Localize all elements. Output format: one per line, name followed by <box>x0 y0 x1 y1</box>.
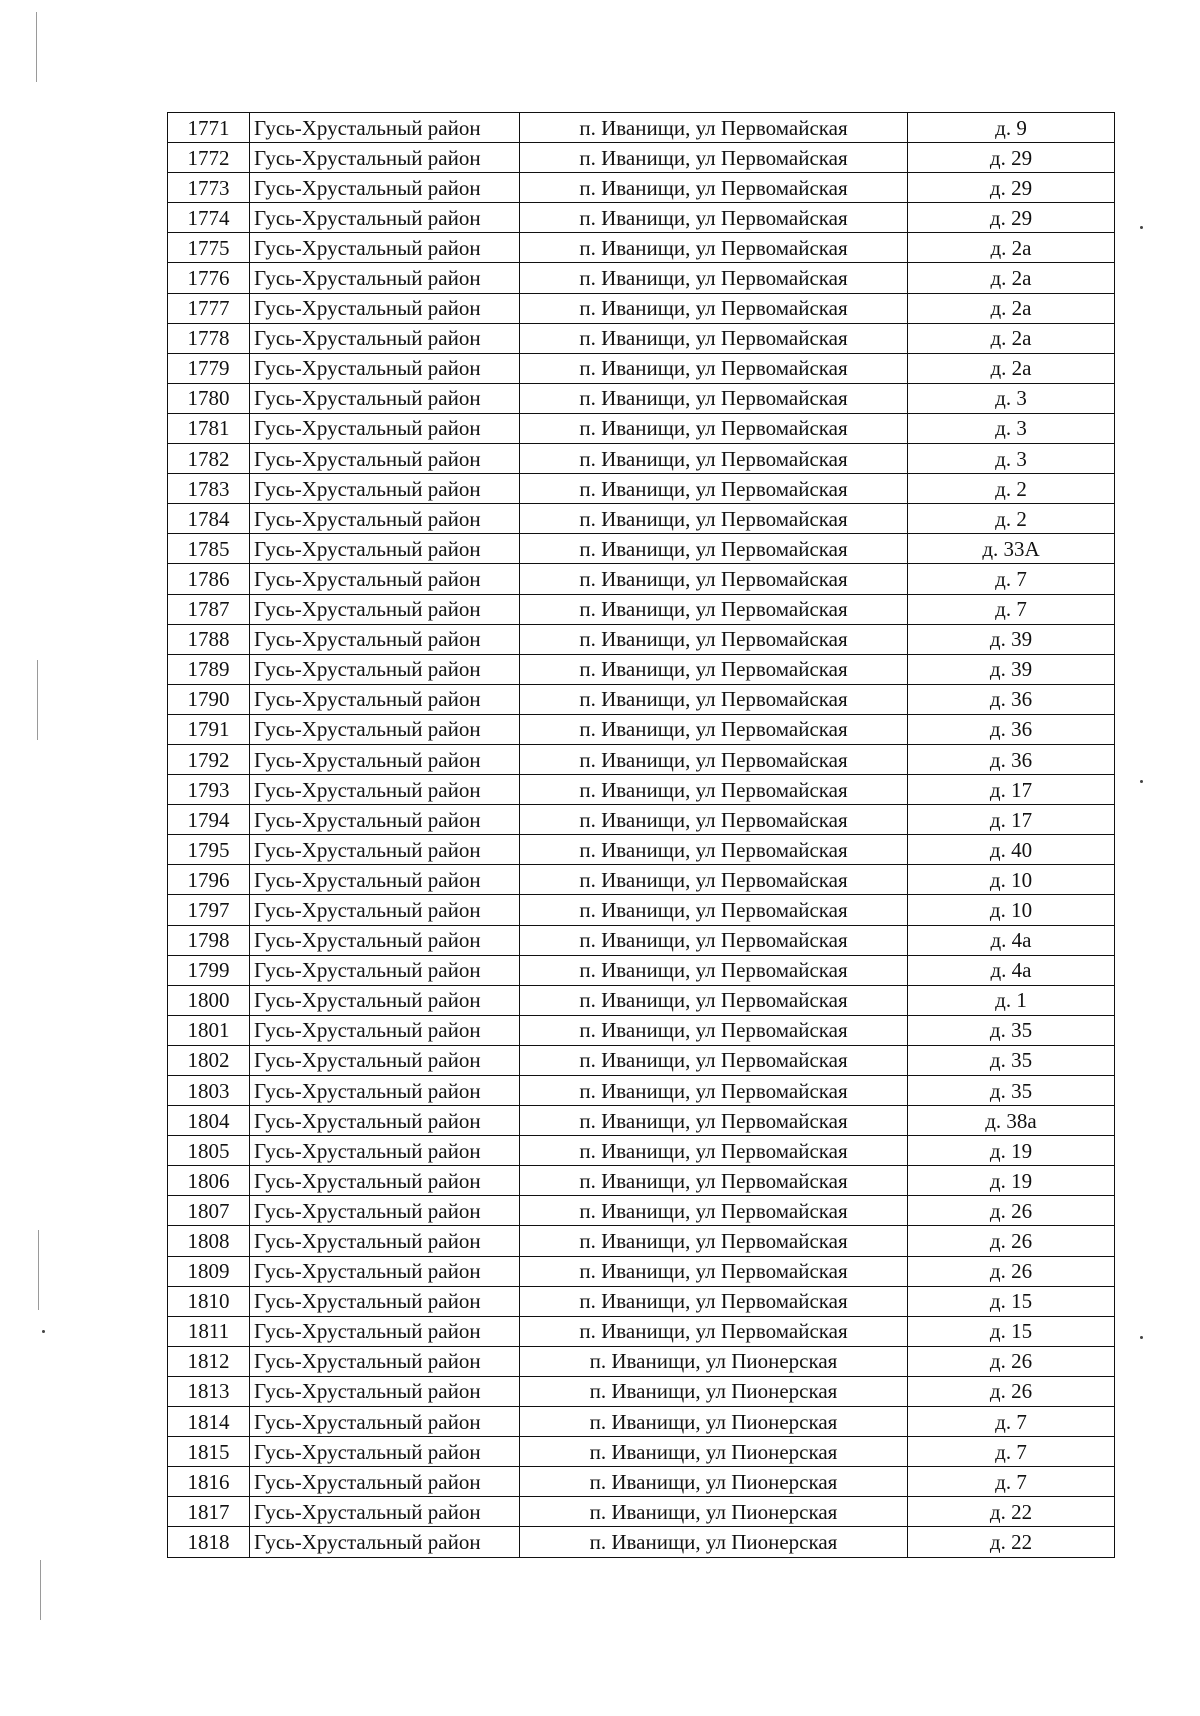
house-number-cell: д. 1 <box>908 985 1115 1015</box>
row-number-cell: 1808 <box>168 1226 250 1256</box>
district-cell: Гусь-Хрустальный район <box>250 383 520 413</box>
address-cell: п. Иванищи, ул Первомайская <box>520 1166 908 1196</box>
table-row <box>168 805 1115 835</box>
house-number-cell: д. 7 <box>908 1467 1115 1497</box>
district-cell: Гусь-Хрустальный район <box>250 714 520 744</box>
row-number-cell: 1800 <box>168 985 250 1015</box>
address-cell: п. Иванищи, ул Первомайская <box>520 1286 908 1316</box>
address-cell: п. Иванищи, ул Первомайская <box>520 1076 908 1106</box>
row-number-cell: 1802 <box>168 1045 250 1075</box>
table-row <box>168 835 1115 865</box>
address-cell: п. Иванищи, ул Первомайская <box>520 383 908 413</box>
district-cell: Гусь-Хрустальный район <box>250 1346 520 1376</box>
scan-artifact-dot <box>1140 226 1143 229</box>
district-cell: Гусь-Хрустальный район <box>250 985 520 1015</box>
address-cell: п. Иванищи, ул Первомайская <box>520 143 908 173</box>
house-number-cell: д. 29 <box>908 173 1115 203</box>
address-cell: п. Иванищи, ул Пионерская <box>520 1346 908 1376</box>
row-number-cell: 1783 <box>168 474 250 504</box>
district-cell: Гусь-Хрустальный район <box>250 895 520 925</box>
district-cell: Гусь-Хрустальный район <box>250 1286 520 1316</box>
row-number-cell: 1780 <box>168 383 250 413</box>
scan-artifact-line <box>36 12 37 82</box>
house-number-cell: д. 26 <box>908 1346 1115 1376</box>
district-cell: Гусь-Хрустальный район <box>250 233 520 263</box>
row-number-cell: 1774 <box>168 203 250 233</box>
row-number-cell: 1811 <box>168 1316 250 1346</box>
district-cell: Гусь-Хрустальный район <box>250 835 520 865</box>
district-cell: Гусь-Хрустальный район <box>250 624 520 654</box>
address-cell: п. Иванищи, ул Пионерская <box>520 1407 908 1437</box>
address-cell: п. Иванищи, ул Первомайская <box>520 1256 908 1286</box>
address-cell: п. Иванищи, ул Пионерская <box>520 1497 908 1527</box>
table-row <box>168 744 1115 774</box>
address-cell: п. Иванищи, ул Первомайская <box>520 504 908 534</box>
address-cell: п. Иванищи, ул Первомайская <box>520 474 908 504</box>
row-number-cell: 1784 <box>168 504 250 534</box>
house-number-cell: д. 19 <box>908 1136 1115 1166</box>
table-row <box>168 865 1115 895</box>
district-cell: Гусь-Хрустальный район <box>250 1527 520 1557</box>
house-number-cell: д. 29 <box>908 143 1115 173</box>
row-number-cell: 1775 <box>168 233 250 263</box>
row-number-cell: 1787 <box>168 594 250 624</box>
house-number-cell: д. 35 <box>908 1015 1115 1045</box>
house-number-cell: д. 35 <box>908 1076 1115 1106</box>
district-cell: Гусь-Хрустальный район <box>250 444 520 474</box>
address-cell: п. Иванищи, ул Первомайская <box>520 895 908 925</box>
house-number-cell: д. 2 <box>908 504 1115 534</box>
district-cell: Гусь-Хрустальный район <box>250 1106 520 1136</box>
row-number-cell: 1785 <box>168 534 250 564</box>
address-cell: п. Иванищи, ул Первомайская <box>520 1045 908 1075</box>
house-number-cell: д. 19 <box>908 1166 1115 1196</box>
row-number-cell: 1771 <box>168 113 250 143</box>
address-cell: п. Иванищи, ул Первомайская <box>520 1136 908 1166</box>
house-number-cell: д. 3 <box>908 383 1115 413</box>
house-number-cell: д. 7 <box>908 1407 1115 1437</box>
table-row <box>168 684 1115 714</box>
district-cell: Гусь-Хрустальный район <box>250 534 520 564</box>
address-cell: п. Иванищи, ул Первомайская <box>520 1226 908 1256</box>
district-cell: Гусь-Хрустальный район <box>250 955 520 985</box>
house-number-cell: д. 39 <box>908 654 1115 684</box>
table-row <box>168 173 1115 203</box>
district-cell: Гусь-Хрустальный район <box>250 1015 520 1045</box>
district-cell: Гусь-Хрустальный район <box>250 413 520 443</box>
row-number-cell: 1817 <box>168 1497 250 1527</box>
table-row <box>168 925 1115 955</box>
house-number-cell: д. 2 <box>908 474 1115 504</box>
district-cell: Гусь-Хрустальный район <box>250 1497 520 1527</box>
house-number-cell: д. 17 <box>908 775 1115 805</box>
district-cell: Гусь-Хрустальный район <box>250 775 520 805</box>
address-cell: п. Иванищи, ул Первомайская <box>520 624 908 654</box>
address-cell: п. Иванищи, ул Первомайская <box>520 263 908 293</box>
house-number-cell: д. 7 <box>908 1437 1115 1467</box>
row-number-cell: 1786 <box>168 564 250 594</box>
address-cell: п. Иванищи, ул Первомайская <box>520 744 908 774</box>
address-cell: п. Иванищи, ул Первомайская <box>520 173 908 203</box>
table-body <box>168 113 1115 1558</box>
house-number-cell: д. 38а <box>908 1106 1115 1136</box>
address-cell: п. Иванищи, ул Первомайская <box>520 654 908 684</box>
table-row <box>168 775 1115 805</box>
house-number-cell: д. 2а <box>908 353 1115 383</box>
table-row <box>168 714 1115 744</box>
district-cell: Гусь-Хрустальный район <box>250 594 520 624</box>
district-cell: Гусь-Хрустальный район <box>250 1196 520 1226</box>
house-number-cell: д. 36 <box>908 684 1115 714</box>
house-number-cell: д. 22 <box>908 1497 1115 1527</box>
address-cell: п. Иванищи, ул Первомайская <box>520 1316 908 1346</box>
table-row <box>168 1497 1115 1527</box>
district-cell: Гусь-Хрустальный район <box>250 1407 520 1437</box>
address-cell: п. Иванищи, ул Первомайская <box>520 775 908 805</box>
house-number-cell: д. 40 <box>908 835 1115 865</box>
district-cell: Гусь-Хрустальный район <box>250 353 520 383</box>
address-cell: п. Иванищи, ул Первомайская <box>520 1106 908 1136</box>
house-number-cell: д. 22 <box>908 1527 1115 1557</box>
table-row <box>168 383 1115 413</box>
house-number-cell: д. 4а <box>908 925 1115 955</box>
table-row <box>168 624 1115 654</box>
scan-artifact-line <box>38 1230 39 1310</box>
district-cell: Гусь-Хрустальный район <box>250 1316 520 1346</box>
table-row <box>168 504 1115 534</box>
row-number-cell: 1779 <box>168 353 250 383</box>
table-row <box>168 1527 1115 1557</box>
address-cell: п. Иванищи, ул Первомайская <box>520 534 908 564</box>
row-number-cell: 1812 <box>168 1346 250 1376</box>
row-number-cell: 1781 <box>168 413 250 443</box>
table-row <box>168 1226 1115 1256</box>
row-number-cell: 1796 <box>168 865 250 895</box>
house-number-cell: д. 2а <box>908 233 1115 263</box>
district-cell: Гусь-Хрустальный район <box>250 323 520 353</box>
row-number-cell: 1816 <box>168 1467 250 1497</box>
row-number-cell: 1814 <box>168 1407 250 1437</box>
house-number-cell: д. 3 <box>908 413 1115 443</box>
district-cell: Гусь-Хрустальный район <box>250 1437 520 1467</box>
district-cell: Гусь-Хрустальный район <box>250 1256 520 1286</box>
table-row <box>168 233 1115 263</box>
district-cell: Гусь-Хрустальный район <box>250 504 520 534</box>
address-cell: п. Иванищи, ул Первомайская <box>520 865 908 895</box>
table-row <box>168 143 1115 173</box>
house-number-cell: д. 36 <box>908 744 1115 774</box>
table-row <box>168 1076 1115 1106</box>
table-row <box>168 203 1115 233</box>
district-cell: Гусь-Хрустальный район <box>250 865 520 895</box>
row-number-cell: 1791 <box>168 714 250 744</box>
house-number-cell: д. 26 <box>908 1196 1115 1226</box>
address-cell: п. Иванищи, ул Первомайская <box>520 203 908 233</box>
row-number-cell: 1797 <box>168 895 250 925</box>
house-number-cell: д. 7 <box>908 594 1115 624</box>
district-cell: Гусь-Хрустальный район <box>250 1226 520 1256</box>
table-row <box>168 323 1115 353</box>
table-row <box>168 1376 1115 1406</box>
district-cell: Гусь-Хрустальный район <box>250 474 520 504</box>
address-cell: п. Иванищи, ул Первомайская <box>520 714 908 744</box>
address-cell: п. Иванищи, ул Первомайская <box>520 955 908 985</box>
house-number-cell: д. 10 <box>908 895 1115 925</box>
row-number-cell: 1778 <box>168 323 250 353</box>
address-cell: п. Иванищи, ул Пионерская <box>520 1437 908 1467</box>
district-cell: Гусь-Хрустальный район <box>250 263 520 293</box>
district-cell: Гусь-Хрустальный район <box>250 654 520 684</box>
district-cell: Гусь-Хрустальный район <box>250 744 520 774</box>
address-cell: п. Иванищи, ул Первомайская <box>520 594 908 624</box>
house-number-cell: д. 3 <box>908 444 1115 474</box>
table-row <box>168 1286 1115 1316</box>
address-cell: п. Иванищи, ул Первомайская <box>520 293 908 323</box>
table-row <box>168 654 1115 684</box>
address-cell: п. Иванищи, ул Пионерская <box>520 1376 908 1406</box>
house-number-cell: д. 39 <box>908 624 1115 654</box>
house-number-cell: д. 15 <box>908 1316 1115 1346</box>
table-row <box>168 564 1115 594</box>
row-number-cell: 1801 <box>168 1015 250 1045</box>
table-row <box>168 1256 1115 1286</box>
address-cell: п. Иванищи, ул Первомайская <box>520 413 908 443</box>
district-cell: Гусь-Хрустальный район <box>250 925 520 955</box>
row-number-cell: 1815 <box>168 1437 250 1467</box>
house-number-cell: д. 26 <box>908 1256 1115 1286</box>
row-number-cell: 1776 <box>168 263 250 293</box>
table-row <box>168 1437 1115 1467</box>
address-cell: п. Иванищи, ул Первомайская <box>520 353 908 383</box>
table-row <box>168 895 1115 925</box>
scan-artifact-line <box>40 1560 41 1620</box>
house-number-cell: д. 17 <box>908 805 1115 835</box>
table-row <box>168 594 1115 624</box>
address-cell: п. Иванищи, ул Первомайская <box>520 233 908 263</box>
row-number-cell: 1789 <box>168 654 250 684</box>
row-number-cell: 1790 <box>168 684 250 714</box>
address-cell: п. Иванищи, ул Первомайская <box>520 564 908 594</box>
address-cell: п. Иванищи, ул Пионерская <box>520 1527 908 1557</box>
row-number-cell: 1805 <box>168 1136 250 1166</box>
scan-artifact-dot <box>1140 780 1143 783</box>
table-row <box>168 474 1115 504</box>
address-cell: п. Иванищи, ул Первомайская <box>520 684 908 714</box>
scan-artifact-dot <box>42 1330 45 1333</box>
district-cell: Гусь-Хрустальный район <box>250 113 520 143</box>
house-number-cell: д. 4а <box>908 955 1115 985</box>
table-row <box>168 293 1115 323</box>
table-row <box>168 1407 1115 1437</box>
address-cell: п. Иванищи, ул Первомайская <box>520 985 908 1015</box>
address-cell: п. Иванищи, ул Первомайская <box>520 805 908 835</box>
row-number-cell: 1782 <box>168 444 250 474</box>
address-cell: п. Иванищи, ул Пионерская <box>520 1467 908 1497</box>
address-cell: п. Иванищи, ул Первомайская <box>520 1196 908 1226</box>
row-number-cell: 1794 <box>168 805 250 835</box>
table-row <box>168 1136 1115 1166</box>
district-cell: Гусь-Хрустальный район <box>250 805 520 835</box>
district-cell: Гусь-Хрустальный район <box>250 684 520 714</box>
row-number-cell: 1772 <box>168 143 250 173</box>
table-row <box>168 1166 1115 1196</box>
district-cell: Гусь-Хрустальный район <box>250 1467 520 1497</box>
table-row <box>168 444 1115 474</box>
table-row <box>168 1467 1115 1497</box>
row-number-cell: 1788 <box>168 624 250 654</box>
house-number-cell: д. 2а <box>908 293 1115 323</box>
row-number-cell: 1804 <box>168 1106 250 1136</box>
row-number-cell: 1818 <box>168 1527 250 1557</box>
table-row <box>168 1045 1115 1075</box>
table-row <box>168 1346 1115 1376</box>
house-number-cell: д. 15 <box>908 1286 1115 1316</box>
address-cell: п. Иванищи, ул Первомайская <box>520 1015 908 1045</box>
table-row <box>168 985 1115 1015</box>
row-number-cell: 1798 <box>168 925 250 955</box>
row-number-cell: 1810 <box>168 1286 250 1316</box>
row-number-cell: 1793 <box>168 775 250 805</box>
house-number-cell: д. 26 <box>908 1226 1115 1256</box>
district-cell: Гусь-Хрустальный район <box>250 293 520 323</box>
house-number-cell: д. 29 <box>908 203 1115 233</box>
house-number-cell: д. 9 <box>908 113 1115 143</box>
table-row <box>168 263 1115 293</box>
table-row <box>168 1015 1115 1045</box>
table-row <box>168 413 1115 443</box>
house-number-cell: д. 36 <box>908 714 1115 744</box>
district-cell: Гусь-Хрустальный район <box>250 143 520 173</box>
house-number-cell: д. 33А <box>908 534 1115 564</box>
district-cell: Гусь-Хрустальный район <box>250 1376 520 1406</box>
house-number-cell: д. 26 <box>908 1376 1115 1406</box>
row-number-cell: 1807 <box>168 1196 250 1226</box>
table-row <box>168 113 1115 143</box>
scan-artifact-dot <box>1140 1336 1143 1339</box>
row-number-cell: 1792 <box>168 744 250 774</box>
row-number-cell: 1809 <box>168 1256 250 1286</box>
address-cell: п. Иванищи, ул Первомайская <box>520 113 908 143</box>
row-number-cell: 1803 <box>168 1076 250 1106</box>
row-number-cell: 1795 <box>168 835 250 865</box>
row-number-cell: 1773 <box>168 173 250 203</box>
district-cell: Гусь-Хрустальный район <box>250 1045 520 1075</box>
table-row <box>168 1196 1115 1226</box>
table-row <box>168 353 1115 383</box>
district-cell: Гусь-Хрустальный район <box>250 1076 520 1106</box>
house-number-cell: д. 7 <box>908 564 1115 594</box>
address-cell: п. Иванищи, ул Первомайская <box>520 444 908 474</box>
house-number-cell: д. 35 <box>908 1045 1115 1075</box>
address-registry-table <box>167 112 1115 1558</box>
house-number-cell: д. 2а <box>908 323 1115 353</box>
table-row <box>168 1316 1115 1346</box>
house-number-cell: д. 2а <box>908 263 1115 293</box>
district-cell: Гусь-Хрустальный район <box>250 564 520 594</box>
row-number-cell: 1777 <box>168 293 250 323</box>
table-row <box>168 955 1115 985</box>
table-row <box>168 534 1115 564</box>
row-number-cell: 1799 <box>168 955 250 985</box>
district-cell: Гусь-Хрустальный район <box>250 1136 520 1166</box>
address-cell: п. Иванищи, ул Первомайская <box>520 925 908 955</box>
address-cell: п. Иванищи, ул Первомайская <box>520 835 908 865</box>
row-number-cell: 1806 <box>168 1166 250 1196</box>
scan-artifact-line <box>37 660 38 740</box>
district-cell: Гусь-Хрустальный район <box>250 203 520 233</box>
house-number-cell: д. 10 <box>908 865 1115 895</box>
district-cell: Гусь-Хрустальный район <box>250 1166 520 1196</box>
row-number-cell: 1813 <box>168 1376 250 1406</box>
table-row <box>168 1106 1115 1136</box>
address-cell: п. Иванищи, ул Первомайская <box>520 323 908 353</box>
district-cell: Гусь-Хрустальный район <box>250 173 520 203</box>
